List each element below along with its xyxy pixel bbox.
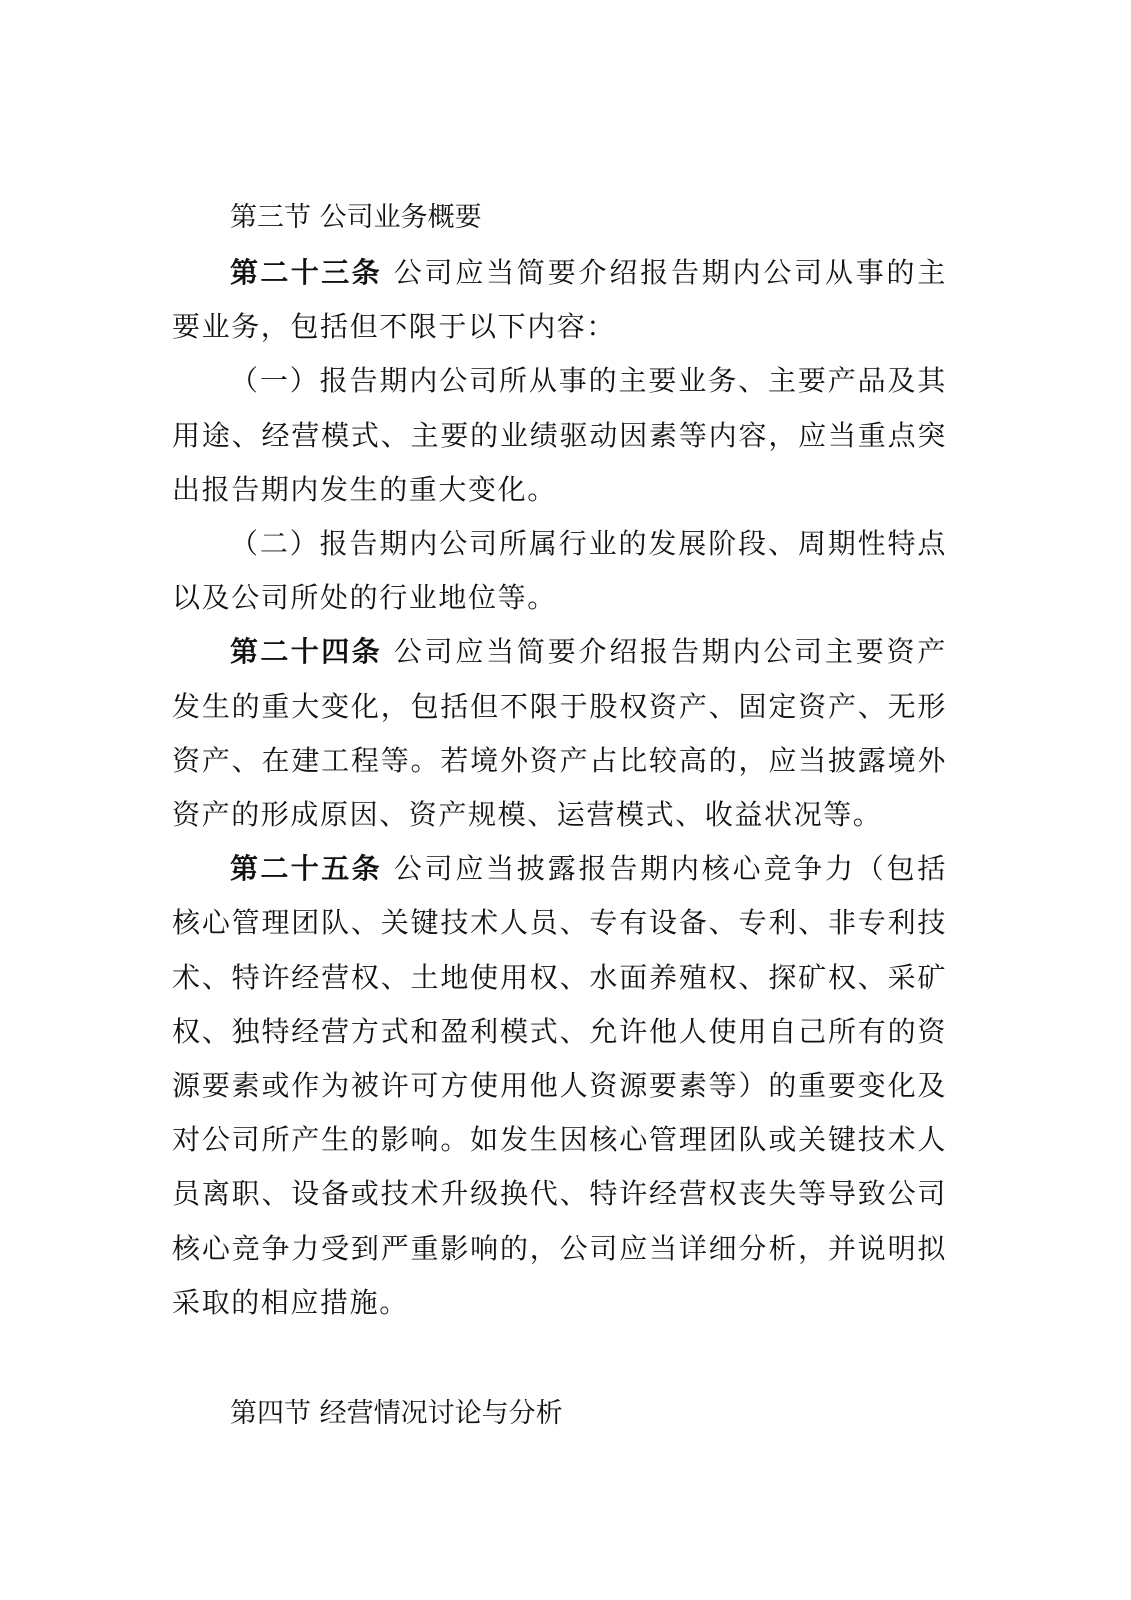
article-24-label: 第二十四条 — [230, 635, 383, 669]
article-23-text: 公司应当简要介绍报告期内公司从事的主要业务，包括但不限于以下内容： — [172, 256, 947, 344]
document-body — [172, 190, 947, 1442]
article-25-label: 第二十五条 — [230, 852, 383, 886]
article-25-text: 公司应当披露报告期内核心竞争力（包括核心管理团队、关键技术人员、专有设备、专利、非专利技术、特许经营权、土地使用权、水面养殖权、探矿权、采矿权、独特经营方式和盈利模式、允许他人使用自己所有的资源要素或作为被许可方使用他人资源要素等）的重要变化及对公司所产生的影响。如发生因核心管理团队或关键技术人员离职、设备或技术升级换代、特许经营权丧失等导致公司核心竞争力受到严重影响的，公司应当详细分析，并说明拟采取的相应措施。 — [172, 852, 947, 1319]
article-23-paragraph — [172, 246, 947, 354]
article-23-label: 第二十三条 — [230, 256, 383, 289]
section-3-heading: 第三节 公司业务概要 — [230, 202, 482, 233]
article-25-paragraph — [172, 842, 947, 1330]
section-4-heading: 第四节 经营情况讨论与分析 — [230, 1398, 563, 1430]
article-24-paragraph — [172, 625, 947, 842]
article-23-item-2: （二）报告期内公司所属行业的发展阶段、周期性特点以及公司所处的行业地位等。 — [172, 527, 947, 615]
article-23-item-1: （一）报告期内公司所从事的主要业务、主要产品及其用途、经营模式、主要的业绩驱动因素等内容，应当重点突出报告期内发生的重大变化。 — [172, 364, 947, 506]
article-24-text: 公司应当简要介绍报告期内公司主要资产发生的重大变化，包括但不限于股权资产、固定资产、无形资产、在建工程等。若境外资产占比较高的，应当披露境外资产的形成原因、资产规模、运营模式、收益状况等。 — [172, 635, 947, 832]
